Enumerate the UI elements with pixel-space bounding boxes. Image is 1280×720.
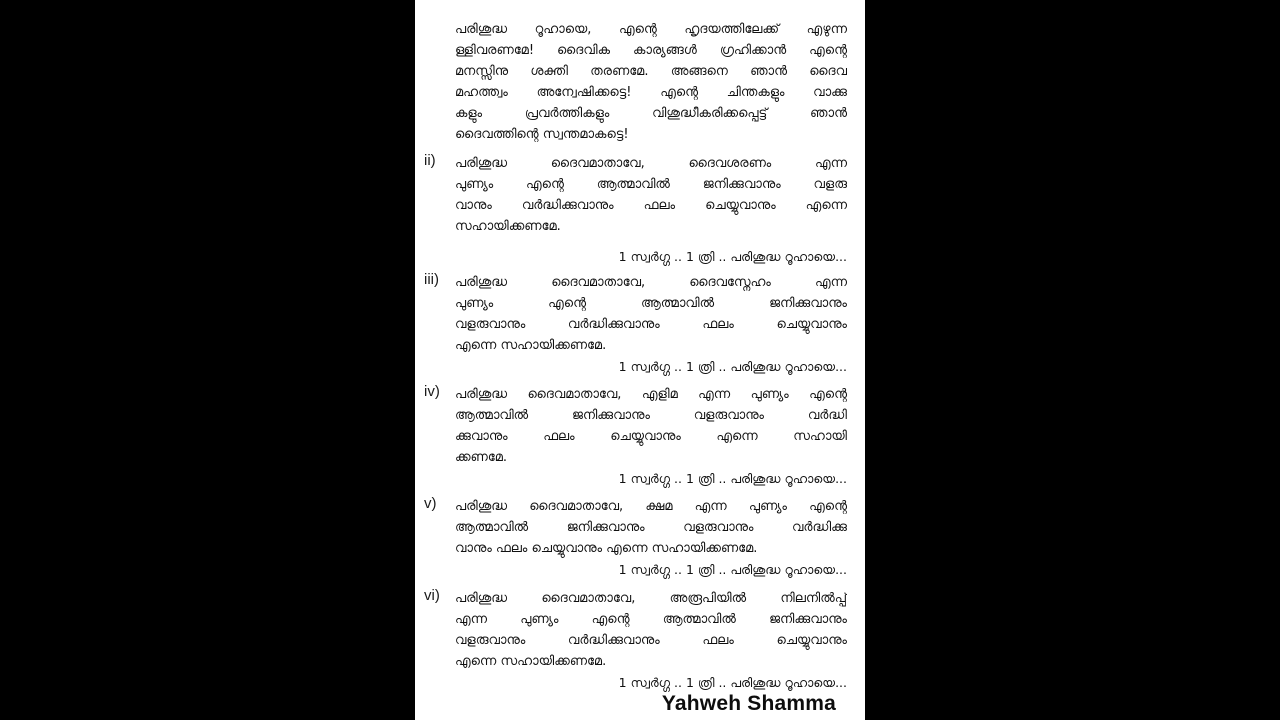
text-line: പുണ്യം എന്റെ ആത്മാവിൽ ജനിക്കുവാനും വളരു: [455, 177, 847, 192]
text-line: എന്ന പുണ്യം എന്റെ ആത്മാവിൽ ജനിക്കുവാനും: [455, 612, 847, 627]
text-line: ക്കുവാനും ഫലം ചെയ്യുവാനും എന്നെ സഹായി: [455, 429, 847, 444]
text-line: പരിശുദ്ധ ദൈവമാതാവേ, ദൈവസ്നേഹം എന്ന: [455, 275, 847, 290]
prayer-text: [455, 272, 847, 377]
prayer-item-vi: [424, 588, 847, 693]
text-line: വളരുവാനും വർദ്ധിക്കുവാനും ഫലം ചെയ്യുവാനും: [455, 633, 847, 648]
text-line: പരിശുദ്ധ ദൈവമാതാവേ, എളിമ എന്ന പുണ്യം എന്റെ: [455, 387, 847, 402]
text-line: പരിശുദ്ധ റൂഹായെ, എന്റെ ഹൃദയത്തിലേക്ക് എഴുന്ന: [455, 22, 847, 37]
document-page: [415, 0, 865, 720]
intro-paragraph: [455, 19, 847, 145]
prayer-item-ii: [424, 153, 847, 267]
refrain-line: 1 സ്വർഗ്ഗ .. 1 ത്രി .. പരിശുദ്ധ റൂഹായെ...: [618, 675, 847, 690]
text-line: വാനും ഫലം ചെയ്യുവാനും എന്നെ സഹായിക്കണമേ.: [455, 541, 758, 556]
text-line: ള്ളിവരണമേ! ദൈവിക കാര്യങ്ങൾ ഗ്രഹിക്കാൻ എന്റെ: [455, 43, 847, 58]
text-line: പുണ്യം എന്റെ ആത്മാവിൽ ജനിക്കുവാനും: [455, 296, 847, 311]
prayer-item-iii: [424, 272, 847, 377]
text-line: പരിശുദ്ധ ദൈവമാതാവേ, ദൈവശരണം എന്ന: [455, 156, 847, 171]
refrain-line: 1 സ്വർഗ്ഗ .. 1 ത്രി .. പരിശുദ്ധ റൂഹായെ...: [618, 562, 847, 577]
prayer-text: [455, 496, 847, 580]
item-number: vi): [424, 587, 440, 604]
text-line: വളരുവാനും വർദ്ധിക്കുവാനും ഫലം ചെയ്യുവാനും: [455, 317, 847, 332]
item-number: v): [424, 495, 437, 512]
item-number: iv): [424, 383, 440, 400]
text-line: പരിശുദ്ധ ദൈവമാതാവേ, അരൂപിയിൽ നിലനിൽപ്പ്: [455, 591, 847, 606]
prayer-item-v: [424, 496, 847, 580]
item-number: ii): [424, 152, 436, 169]
prayer-item-iv: [424, 384, 847, 489]
prayer-text: [455, 153, 847, 267]
text-line: ക്കണമേ.: [455, 450, 508, 465]
text-line: ദൈവത്തിന്റെ സ്വന്തമാകട്ടെ!: [455, 127, 629, 142]
text-line: ആത്മാവിൽ ജനിക്കുവാനും വളരുവാനും വർദ്ധിക്കു: [455, 520, 847, 535]
prayer-text: [455, 384, 847, 489]
text-line: ആത്മാവിൽ ജനിക്കുവാനും വളരുവാനും വർദ്ധി: [455, 408, 847, 423]
text-line: എന്നെ സഹായിക്കണമേ.: [455, 338, 607, 353]
brand-watermark: Yahweh Shamma: [661, 692, 836, 715]
text-line: പരിശുദ്ധ ദൈവമാതാവേ, ക്ഷമ എന്ന പുണ്യം എന്റെ: [455, 499, 847, 514]
text-line: കളും പ്രവർത്തികളും വിശുദ്ധീകരിക്കപ്പെട്ട് ഞാൻ: [455, 106, 847, 121]
item-number: iii): [424, 271, 439, 288]
text-line: എന്നെ സഹായിക്കണമേ.: [455, 654, 607, 669]
refrain-line: 1 സ്വർഗ്ഗ .. 1 ത്രി .. പരിശുദ്ധ റൂഹായെ...: [618, 359, 847, 374]
refrain-line: 1 സ്വർഗ്ഗ .. 1 ത്രി .. പരിശുദ്ധ റൂഹായെ...: [618, 249, 847, 264]
text-line: സഹായിക്കണമേ.: [455, 219, 561, 234]
refrain-line: 1 സ്വർഗ്ഗ .. 1 ത്രി .. പരിശുദ്ധ റൂഹായെ...: [618, 471, 847, 486]
text-line: മഹത്ത്വം അന്വേഷിക്കട്ടെ! എന്റെ ചിന്തകളും വാക്കു: [455, 85, 847, 100]
prayer-text: [455, 588, 847, 693]
text-line: മനസ്സിനു ശക്തി തരണമേ. അങ്ങനെ ഞാൻ ദൈവ: [455, 64, 847, 79]
text-line: വാനും വർദ്ധിക്കുവാനും ഫലം ചെയ്യുവാനും എന്നെ: [455, 198, 847, 213]
